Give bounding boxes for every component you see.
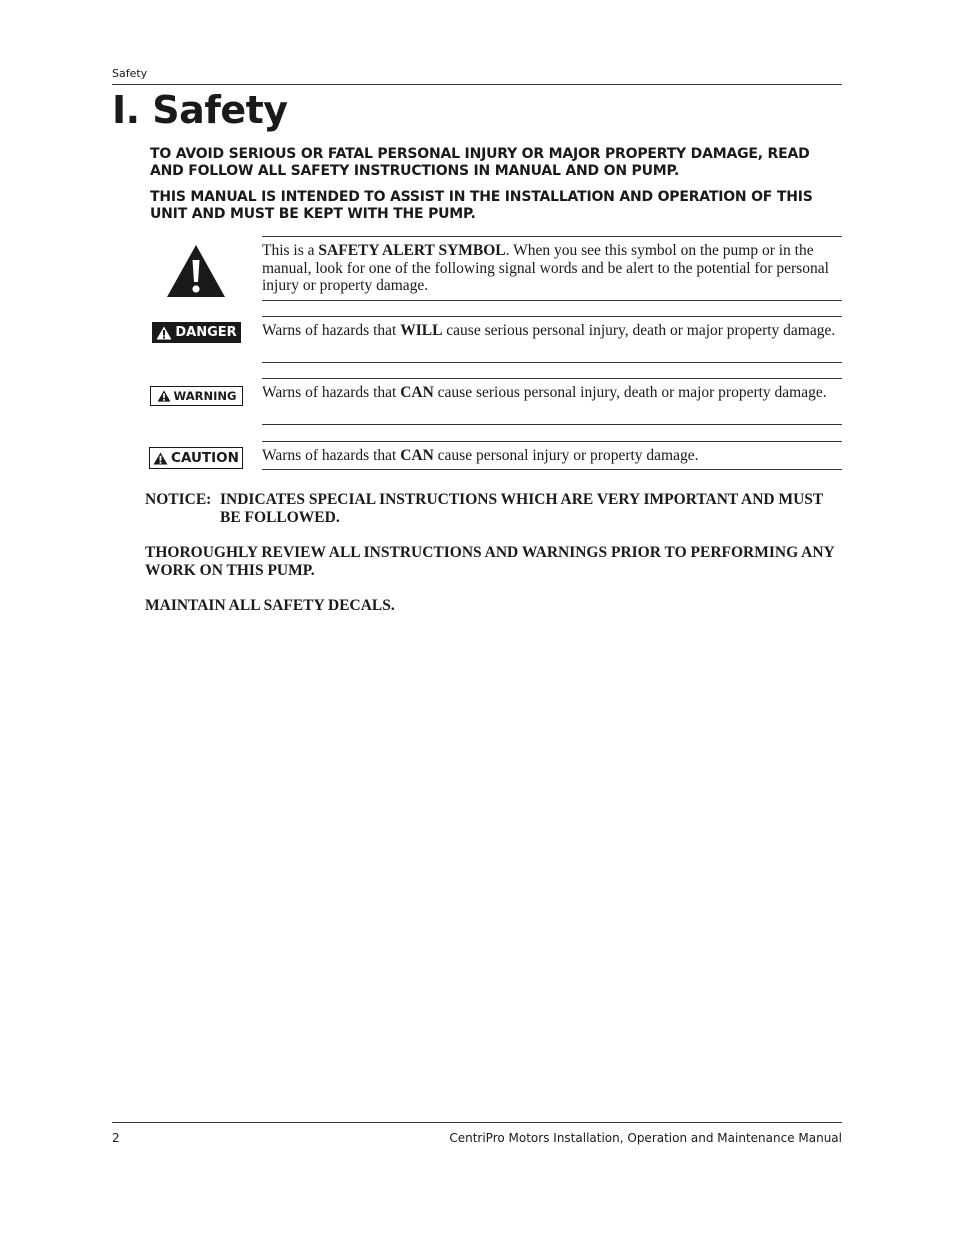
- page-number: 2: [112, 1131, 120, 1145]
- divider: [262, 316, 842, 317]
- warning-triangle-icon: [156, 326, 172, 340]
- notice-text: INDICATES SPECIAL INSTRUCTIONS WHICH ARE VERY IMPORTANT AND MUST BE FOLLOWED.: [220, 491, 823, 526]
- warning-triangle-icon: [157, 390, 171, 402]
- danger-label: [152, 322, 241, 343]
- warning-label-text: WARNING: [173, 389, 237, 403]
- divider: [262, 300, 842, 301]
- divider: [262, 378, 842, 379]
- safety-alert-symbol-icon: [166, 244, 226, 298]
- footer-doc-title: CentriPro Motors Installation, Operation and Maintenance Manual: [449, 1131, 842, 1145]
- safety-alert-definition: This is a SAFETY ALERT SYMBOL. When you see this symbol on the pump or in the manual, look for one of the following signal words and be alert to the potential for personal injury or property damage.: [262, 242, 829, 294]
- divider: [262, 441, 842, 442]
- divider: [262, 236, 842, 237]
- danger-definition: Warns of hazards that WILL cause serious personal injury, death or major property damage.: [262, 322, 836, 339]
- caution-label-text: CAUTION: [171, 450, 239, 466]
- divider: [262, 424, 842, 425]
- maintain-decals: MAINTAIN ALL SAFETY DECALS.: [145, 597, 395, 614]
- notice-block: [145, 491, 842, 526]
- caution-definition: Warns of hazards that CAN cause personal injury or property damage.: [262, 447, 699, 464]
- running-head: Safety: [112, 67, 148, 80]
- warning-definition: Warns of hazards that CAN cause serious personal injury, death or major property damage.: [262, 384, 827, 401]
- warning-triangle-icon: [153, 452, 168, 465]
- divider: [262, 362, 842, 363]
- intro-warning-2: THIS MANUAL IS INTENDED TO ASSIST IN THE INSTALLATION AND OPERATION OF THIS UNIT AND MUST BE KEPT WITH THE PUMP.: [150, 189, 813, 222]
- page-title: I. Safety: [112, 88, 288, 132]
- caution-label: [149, 447, 243, 469]
- warning-label: [150, 386, 243, 406]
- intro-warning-1: TO AVOID SERIOUS OR FATAL PERSONAL INJURY OR MAJOR PROPERTY DAMAGE, READ AND FOLLOW ALL SAFETY INSTRUCTIONS IN MANUAL AND ON PUMP.: [150, 146, 810, 179]
- header-rule: [112, 84, 842, 85]
- review-instructions: THOROUGHLY REVIEW ALL INSTRUCTIONS AND WARNINGS PRIOR TO PERFORMING ANY WORK ON THIS PUMP.: [145, 544, 835, 579]
- danger-label-text: DANGER: [175, 325, 237, 340]
- notice-label: NOTICE:: [145, 491, 212, 508]
- divider: [262, 469, 842, 470]
- footer-rule: [112, 1122, 842, 1123]
